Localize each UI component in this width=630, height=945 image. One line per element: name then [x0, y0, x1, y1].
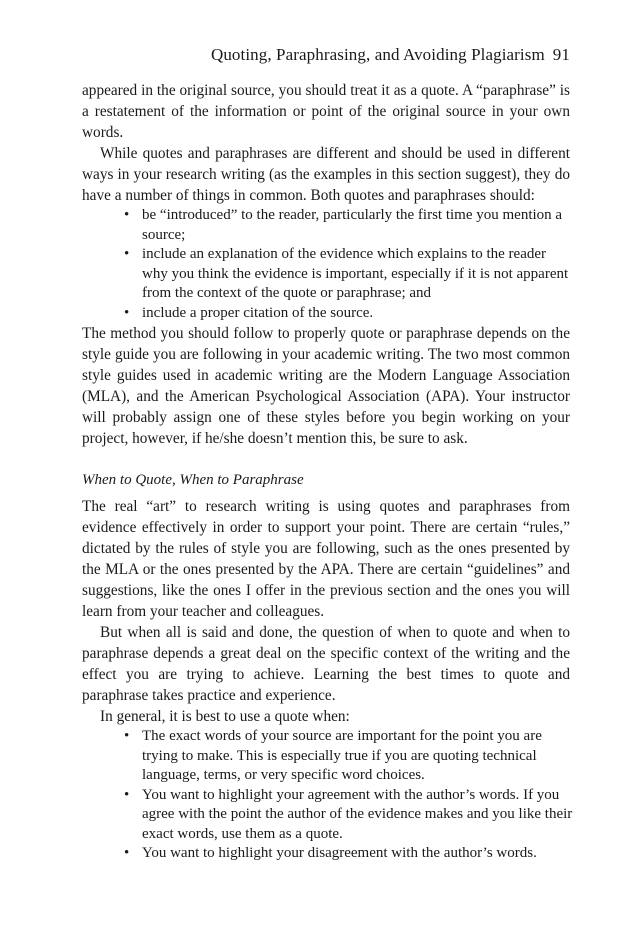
list-item: • You want to highlight your agreement with the author’s words. If you agree with the point the author of the evidence makes and you like their exact words, use them as a quote. — [124, 786, 574, 845]
book-page — [82, 44, 573, 864]
paragraph-style-guides: The method you should follow to properly quote or paraphrase depends on the style guide you are following in your academic writing. The two most common style guides used in academic writing are the Modern Language Association (MLA), and the American Psychological Association (APA). Your instructor will probably assign one of these styles before you begin working on your project, however, if he/she doesn’t mention this, be sure to ask. — [82, 325, 570, 447]
page-number: 91 — [552, 45, 570, 64]
paragraph-context: But when all is said and done, the question of when to quote and when to paraphrase depends a great deal on the specific context of the writing and the effect you are trying to achieve. Learning the best times to quote and paraphrase takes practice and experience. — [82, 624, 570, 704]
paragraph-real-art: The real “art” to research writing is using quotes and paraphrases from evidence effectively in order to support your point. There are certain “rules,” dictated by the rules of style you are following, such as the ones presented by the MLA or the ones presented by the APA. There are certain “guidelines” and suggestions, like the ones I offer in the previous section and the ones you will learn from your teacher and colleagues. — [82, 498, 570, 620]
list-item: • include a proper citation of the source. — [124, 304, 574, 324]
list-item: • be “introduced” to the reader, particularly the first time you mention a source; — [124, 206, 574, 245]
paragraph-common-traits: While quotes and paraphrases are different and should be used in different ways in your research writing (as the examples in this section suggest), they do have a number of things in common. Both quotes and paraphrases should: — [82, 145, 570, 204]
bullet-list-when-to-quote — [82, 727, 574, 864]
paragraph-in-general: In general, it is best to use a quote when: — [100, 708, 350, 725]
paragraph-continued: appeared in the original source, you should treat it as a quote. A “paraphrase” is a restatement of the information or point of the original source in your own words. — [82, 82, 570, 141]
running-head-title: Quoting, Paraphrasing, and Avoiding Plagiarism — [210, 45, 545, 64]
bullet-list-quote-requirements — [82, 206, 574, 323]
list-item: • You want to highlight your disagreement with the author’s words. — [124, 844, 574, 864]
list-item: • The exact words of your source are important for the point you are trying to make. This is especially true if you are quoting technical language, terms, or very specific word choices. — [124, 727, 574, 786]
list-item: • include an explanation of the evidence which explains to the reader why you think the evidence is important, especially if it is not apparent from the context of the quote or paraphrase; and — [124, 245, 574, 304]
section-subheading: When to Quote, When to Paraphrase — [82, 472, 304, 488]
running-head — [82, 44, 570, 66]
